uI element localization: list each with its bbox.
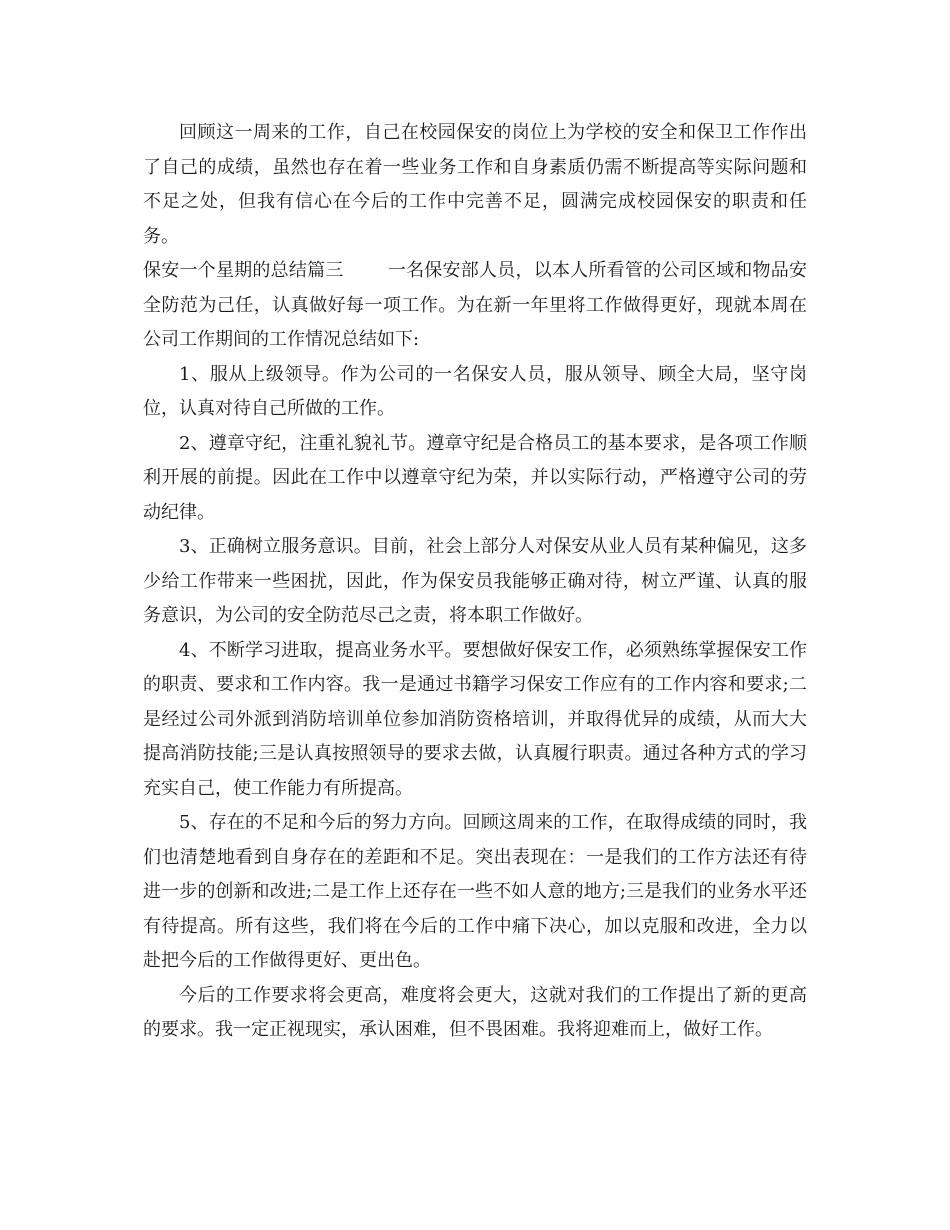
paragraph-item-3: 3、正确树立服务意识。目前，社会上部分人对保安从业人员有某种偏见，这多少给工作带来一些困扰，因此，作为保安员我能够正确对待，树立严谨、认真的服务意识，为公司的安全防范尽己之责，将本职工作做好。 — [143, 536, 807, 626]
section-lead-text: 一名保安部人员，以本人所看管的公司区域和物品安全防范为己任，认真做好每一项工作。为在新一年里将工作做得更好，现就本周在公司工作期间的工作情况总结如下: — [143, 260, 808, 350]
paragraph-item-4: 4、不断学习进取，提高业务水平。要想做好保安工作，必须熟练掌握保安工作的职责、要求和工作内容。我一是通过书籍学习保安工作应有的工作内容和要求;二是经过公司外派到消防培训单位参加消防资格培训，并取得优异的成绩，从而大大提高消防技能;三是认真按照领导的要求去做，认真履行职责。通过各种方式的学习充实自己，使工作能力有所提高。 — [143, 639, 807, 799]
paragraph-closing: 今后的工作要求将会更高，难度将会更大，这就对我们的工作提出了新的更高的要求。我一定正视现实，承认困难，但不畏困难。我将迎难而上，做好工作。 — [143, 984, 807, 1040]
paragraph-item-2: 2、遵章守纪，注重礼貌礼节。遵章守纪是合格员工的基本要求，是各项工作顺利开展的前提。因此在工作中以遵章守纪为荣，并以实际行动，严格遵守公司的劳动纪律。 — [143, 432, 807, 523]
document-body — [143, 116, 807, 1048]
paragraph-item-5: 5、存在的不足和今后的努力方向。回顾这周来的工作，在取得成绩的同时，我们也清楚地看到自身存在的差距和不足。突出表现在：一是我们的工作方法还有待进一步的创新和改进;二是工作上还存在一些不如人意的地方;三是我们的业务水平还有待提高。所有这些，我们将在今后的工作中痛下决心，加以克服和改进，全力以赴把今后的工作做得更好、更出色。 — [143, 812, 808, 971]
paragraph-item-1: 1、服从上级领导。作为公司的一名保安人员，服从领导、顾全大局，坚守岗位，认真对待自己所做的工作。 — [143, 363, 807, 419]
section-title: 保安一个星期的总结篇三 — [143, 260, 344, 281]
paragraph-intro: 回顾这一周来的工作，自己在校园保安的岗位上为学校的安全和保卫工作作出了自己的成绩，虽然也存在着一些业务工作和自身素质仍需不断提高等实际问题和不足之处，但我有信心在今后的工作中完善不足，圆满完成校园保安的职责和任务。 — [143, 122, 807, 247]
paragraph-section-three — [143, 254, 807, 358]
